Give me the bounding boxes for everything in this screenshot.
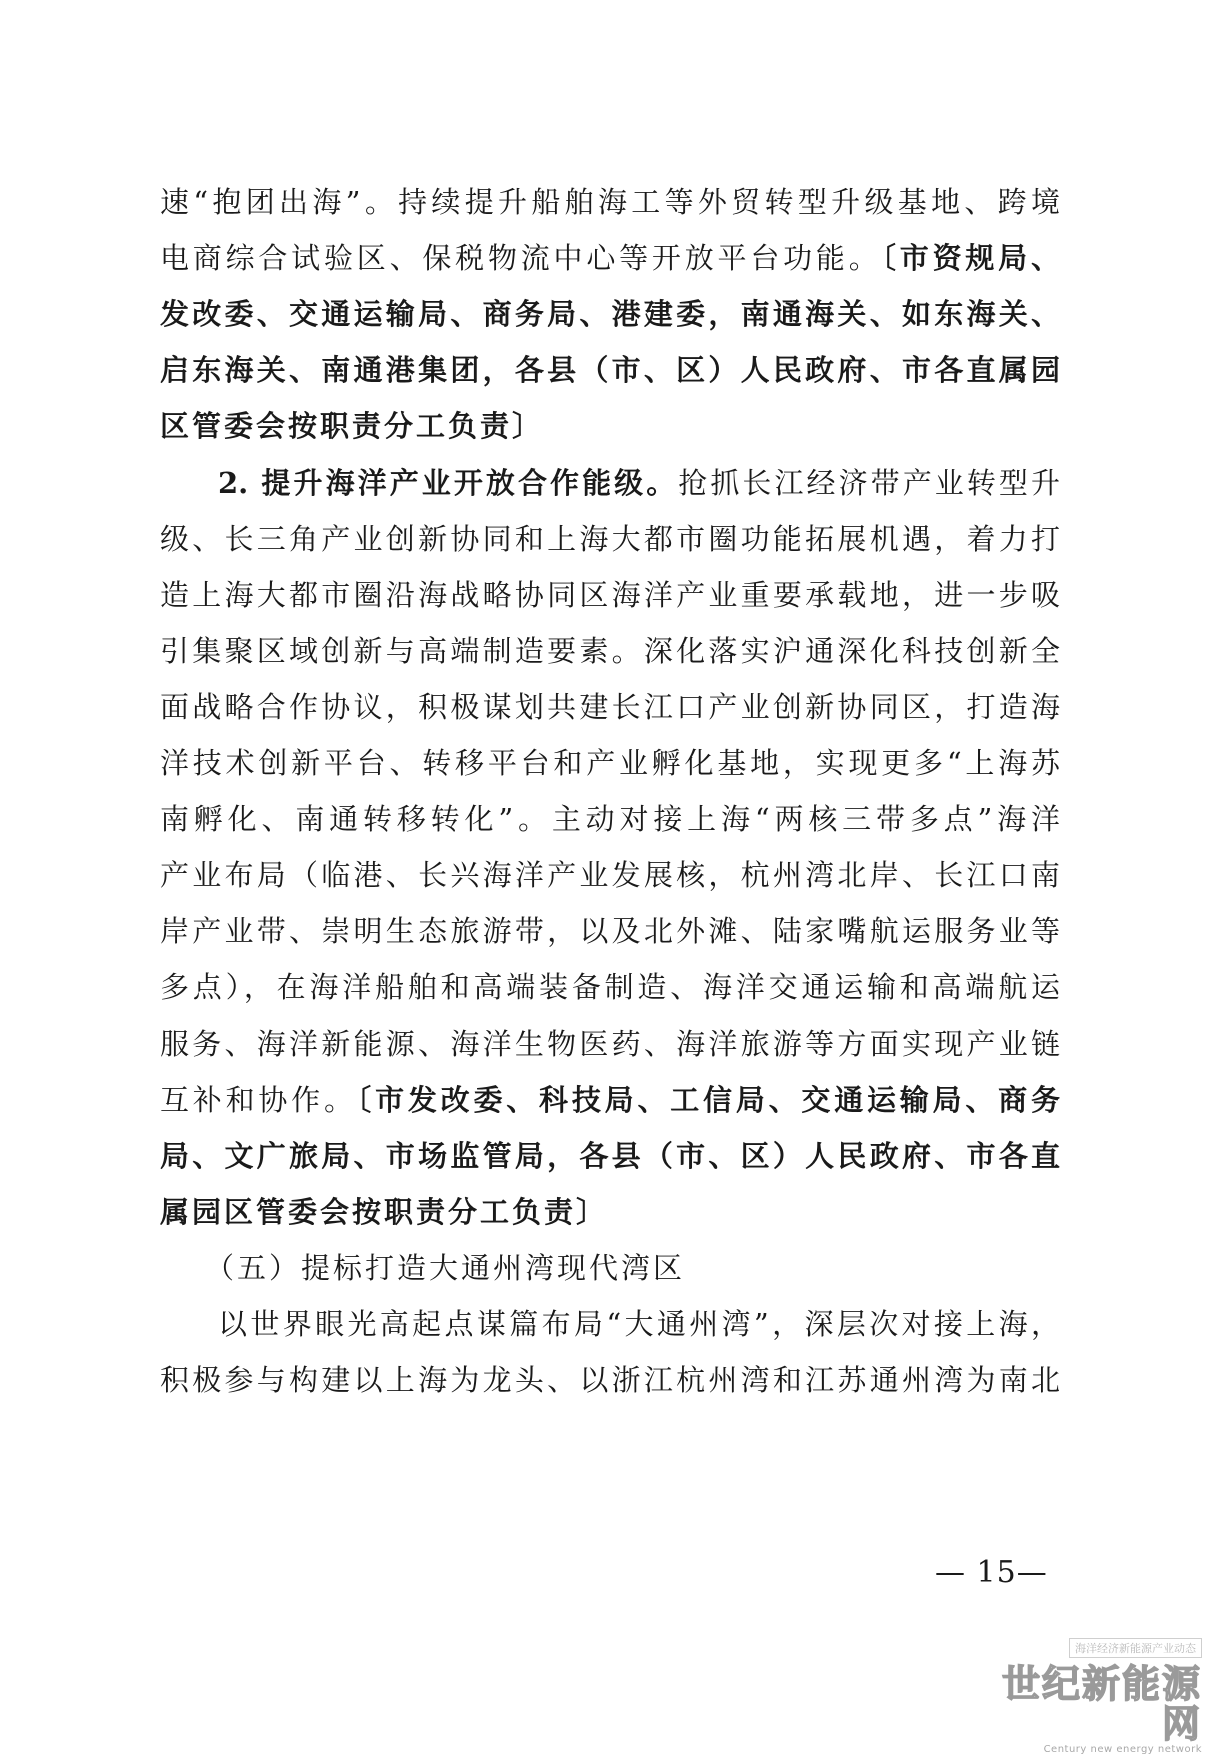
bold-text-segment: 发改委、交通运输局、商务局、港建委，南通海关、如东海关、 (160, 297, 1060, 332)
text-segment: 南孵化、南通转移转化”。主动对接上海“两核三带多点”海洋 (160, 802, 1060, 837)
paragraph_1-line (160, 294, 1060, 334)
paragraph_2-line (160, 631, 1060, 671)
watermark-tagline: 海洋经济新能源产业动态 (1069, 1638, 1202, 1658)
text-segment: 服务、海洋新能源、海洋生物医药、海洋旅游等方面实现产业链 (160, 1026, 1060, 1061)
paragraph_1-line (160, 238, 1060, 278)
bold-text-segment: 〔市发改委、科技局、工信局、交通运输局、商务 (356, 1082, 1060, 1117)
page-number: — 15— (935, 1555, 1048, 1590)
text-segment: 级、长三角产业创新协同和上海大都市圈功能拓展机遇，着力打 (160, 521, 1060, 556)
paragraph_2-line (160, 1080, 1060, 1120)
bold-text-segment: 2. 提升海洋产业开放合作能级。 (218, 465, 679, 500)
text-segment: 产业布局（临港、长兴海洋产业发展核，杭州湾北岸、长江口南 (160, 858, 1060, 893)
text-segment: 洋技术创新平台、转移平台和产业孵化基地，实现更多“上海苏 (160, 746, 1060, 780)
paragraph_2-line (160, 687, 1060, 727)
paragraph_1-line (160, 182, 1060, 222)
paragraph_2-line (160, 743, 1060, 783)
paragraph_2-line (160, 519, 1060, 559)
paragraph_2-line (160, 855, 1060, 895)
paragraph_2-line (160, 967, 1060, 1007)
text-segment: 积极参与构建以上海为龙头、以浙江杭州湾和江苏通州湾为南北 (160, 1363, 1060, 1398)
paragraph_2-line (160, 575, 1060, 615)
watermark (972, 1637, 1202, 1755)
bold-text-segment: 启东海关、南通港集团，各县（市、区）人民政府、市各直属园 (160, 353, 1060, 388)
text-segment: 以世界眼光高起点谋篇布局“大通州湾”，深层次对接上海， (218, 1307, 1060, 1341)
paragraph_2-line (160, 1192, 1060, 1232)
paragraph_3-line (218, 1304, 1060, 1344)
paragraph_2-line (160, 1024, 1060, 1064)
watermark-english-name: Century new energy network (1043, 1744, 1202, 1755)
paragraph_2-line (160, 799, 1060, 839)
paragraph_1-line (160, 350, 1060, 390)
paragraph_1-line (160, 406, 1060, 446)
paragraph_3-line (160, 1360, 1060, 1400)
text-segment: 多点），在海洋船舶和高端装备制造、海洋交通运输和高端航运 (160, 970, 1060, 1005)
text-segment: 岸产业带、崇明生态旅游带，以及北外滩、陆家嘴航运服务业等 (160, 914, 1060, 949)
text-segment: 互补和协作。 (160, 1082, 357, 1117)
text-segment: 面战略合作协议，积极谋划共建长江口产业创新协同区，打造海 (160, 689, 1060, 724)
paragraph_2-line (160, 1136, 1060, 1176)
paragraph_2-line (160, 911, 1060, 951)
watermark-logo-text: 世纪新能源网 (1001, 1662, 1202, 1746)
bold-text-segment: 区管委会按职责分工负责〕 (160, 409, 545, 444)
text-segment: 抢抓长江经济带产业转型升 (678, 465, 1060, 500)
bold-text-segment: 属园区管委会按职责分工负责〕 (160, 1194, 609, 1229)
bold-text-segment: 局、文广旅局、市场监管局，各县（市、区）人民政府、市各直 (160, 1138, 1060, 1173)
bold-text-segment: 〔市资规局、 (881, 241, 1060, 276)
text-segment: 造上海大都市圈沿海战略协同区海洋产业重要承载地，进一步吸 (160, 577, 1060, 612)
text-segment: 电商综合试验区、保税物流中心等开放平台功能。 (160, 241, 882, 276)
text-segment: 引集聚区域创新与高端制造要素。深化落实沪通深化科技创新全 (160, 633, 1060, 668)
text-segment: 速“抱团出海”。持续提升船舶海工等外贸转型升级基地、跨境 (160, 185, 1060, 219)
paragraph_2-line (218, 463, 1060, 503)
section-heading: （五）提标打造大通州湾现代湾区 (205, 1250, 686, 1285)
